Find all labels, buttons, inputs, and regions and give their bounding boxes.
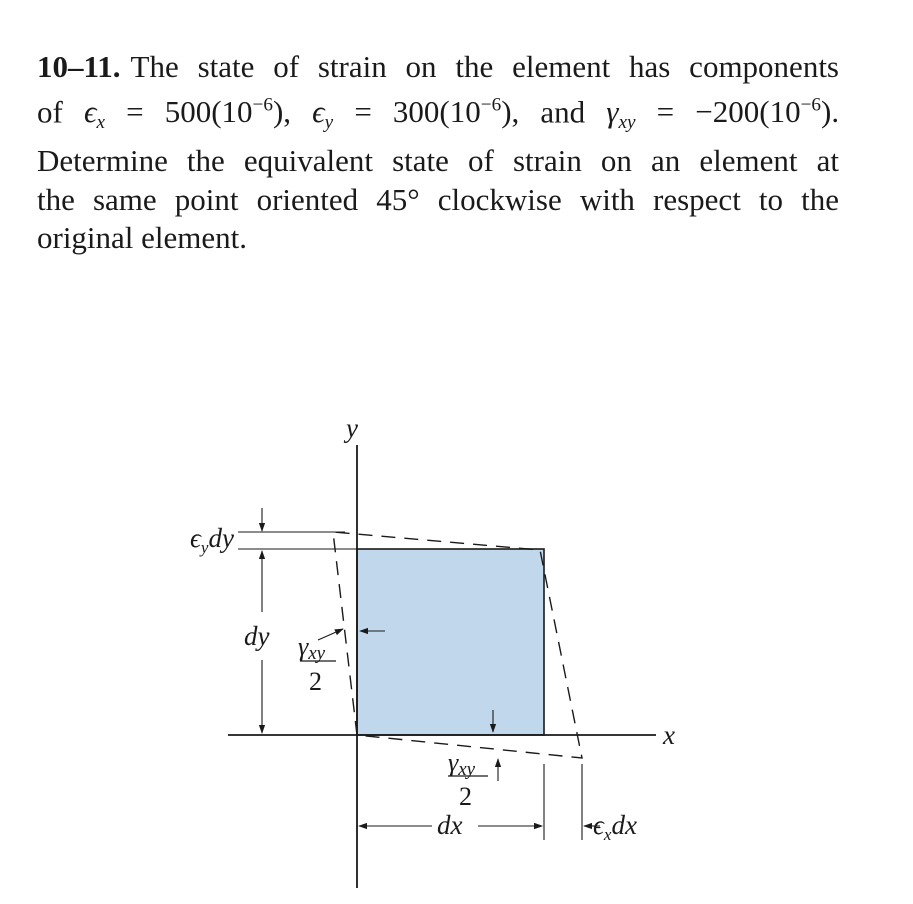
close-paren: ),	[272, 94, 292, 130]
eps-x-dx-label	[593, 810, 637, 844]
epsilon-symbol: ϵ	[190, 523, 201, 553]
undeformed-element	[357, 549, 544, 735]
shear-strain-exponent: −6	[800, 94, 822, 116]
strain-x-exponent: −6	[252, 94, 273, 116]
gamma-bottom-denominator: 2	[459, 782, 472, 811]
close-paren: ),	[501, 94, 520, 130]
close-paren: ).	[821, 94, 840, 130]
dy-text: dy	[208, 523, 234, 553]
subscript-xy: xy	[308, 643, 326, 664]
subscript-xy: xy	[618, 111, 636, 133]
strain-y-exponent: −6	[480, 94, 502, 116]
problem-line-5: original element.	[37, 220, 248, 256]
strain-x-value: = 500(10	[126, 94, 253, 130]
epsilon-symbol: ϵ	[593, 810, 604, 840]
shear-strain-value: = −200(10	[656, 94, 801, 130]
subscript-y: y	[200, 538, 209, 557]
gamma-left-label	[298, 632, 326, 664]
problem-number: 10–11.	[37, 49, 121, 84]
subscript-x: x	[603, 825, 612, 844]
eps-y-dy-label	[190, 523, 234, 557]
problem-line-4: the same point oriented 45° clockwise with respect to the	[37, 181, 839, 217]
subscript-y: y	[324, 111, 334, 133]
dx-text: dx	[611, 810, 637, 840]
text-of: of	[37, 94, 63, 130]
gamma-left-denominator: 2	[309, 667, 322, 696]
subscript-xy: xy	[458, 759, 476, 780]
gamma-symbol: γ	[448, 748, 459, 777]
x-axis-label: x	[663, 720, 675, 750]
gamma-symbol: γ	[298, 632, 309, 661]
gamma-left-arrow-a	[318, 629, 343, 640]
text-and: and	[540, 94, 586, 130]
subscript-x: x	[96, 111, 105, 133]
gamma-symbol: γ	[606, 94, 619, 130]
epsilon-symbol: ϵ	[312, 94, 325, 130]
problem-line-3: Determine the equivalent state of strain on an element at	[37, 143, 839, 179]
y-axis-label: y	[346, 413, 358, 443]
dx-label: dx	[437, 810, 463, 840]
gamma-bottom-label	[448, 748, 476, 780]
dy-label: dy	[244, 621, 270, 651]
epsilon-symbol: ϵ	[83, 94, 97, 130]
problem-line-1-text: The state of strain on the element has components	[130, 49, 839, 84]
strain-y-value: = 300(10	[354, 94, 481, 130]
